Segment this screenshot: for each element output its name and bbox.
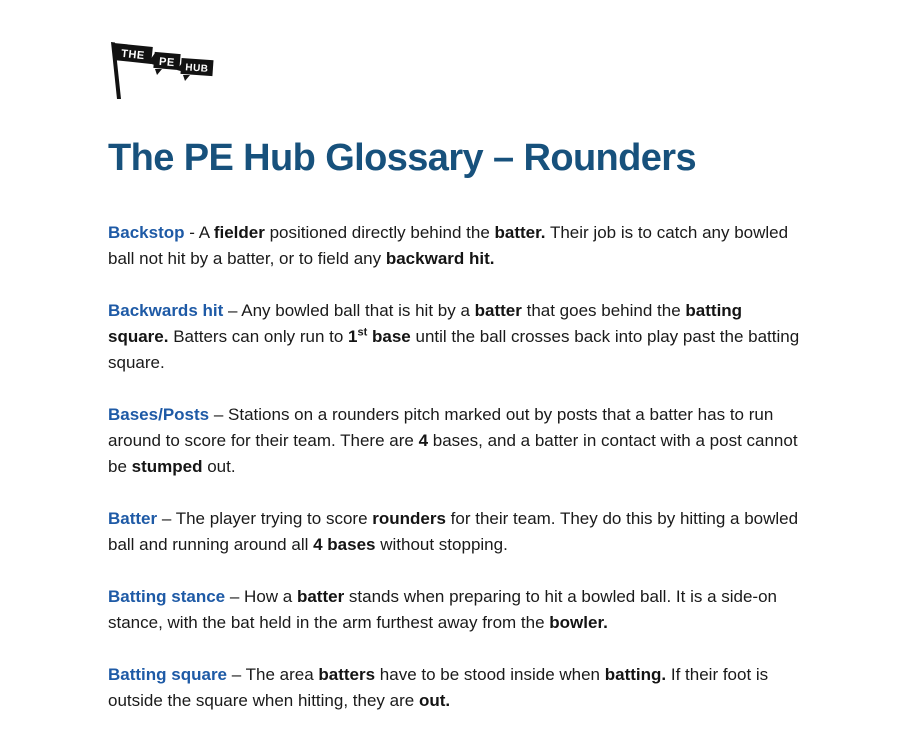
glossary-text: - A — [184, 223, 214, 242]
glossary-text: stands when preparing to hit a bowled ball. It is a side-on stance, with the bat held in the arm furthest away from the — [108, 587, 777, 632]
glossary-text: positioned directly behind the — [264, 223, 495, 242]
glossary-term: Batter — [108, 509, 158, 528]
logo-word-hub: HUB — [184, 62, 209, 75]
glossary-text: Their job is to catch any bowled ball not hit by a batter, or to field any — [108, 223, 789, 268]
glossary-entry — [108, 662, 800, 714]
glossary-term: Batting square — [108, 665, 228, 684]
glossary-entry — [108, 506, 800, 558]
glossary-text: base — [367, 327, 411, 346]
glossary-text: Batters can only run to — [168, 327, 349, 346]
glossary-text: – Stations on a rounders pitch marked out by posts that a batter has to run around to score for their team. There are — [108, 405, 774, 450]
glossary-text: If their foot is outside the square when hitting, they are — [108, 665, 769, 710]
glossary-text: have to be stood inside when — [375, 665, 605, 684]
glossary-text: out. — [418, 691, 451, 710]
page-title: The PE Hub Glossary – Rounders — [108, 137, 697, 179]
flag-banner-hub — [180, 58, 213, 76]
glossary-list — [108, 220, 800, 714]
glossary-text: rounders — [372, 509, 446, 528]
glossary-text: batter — [474, 301, 522, 320]
glossary-text: – The player trying to score — [157, 509, 373, 528]
glossary-text: stumped — [131, 457, 203, 476]
glossary-entry — [108, 402, 800, 480]
glossary-text: backward hit. — [385, 249, 495, 268]
document-content — [108, 136, 800, 740]
glossary-entry — [108, 298, 800, 376]
glossary-term: Batting stance — [108, 587, 226, 606]
glossary-entry — [108, 584, 800, 636]
logo-word-the: THE — [120, 47, 146, 63]
glossary-term: Bases/Posts — [108, 405, 210, 424]
glossary-term: Backwards hit — [108, 301, 224, 320]
glossary-text: 4 — [418, 431, 429, 450]
logo-word-pe: PE — [158, 55, 176, 70]
glossary-text: out. — [202, 457, 236, 476]
glossary-text: 4 bases — [313, 535, 376, 554]
glossary-text: – How a — [225, 587, 297, 606]
glossary-text: for their team. They do this by hitting a bowled ball and running around all — [108, 509, 799, 554]
glossary-text: batting square. — [108, 301, 743, 346]
glossary-text: until the ball crosses back into play past the batting square. — [108, 327, 800, 372]
glossary-text: batters — [318, 665, 376, 684]
flag-banner-the — [113, 43, 153, 64]
glossary-text: batter. — [494, 223, 546, 242]
flag-tail-pe — [155, 69, 162, 75]
glossary-text: that goes behind the — [521, 301, 686, 320]
glossary-text: bowler. — [549, 613, 608, 632]
glossary-text: – Any bowled ball that is hit by a — [223, 301, 475, 320]
glossary-text: – The area — [227, 665, 319, 684]
pe-hub-logo — [102, 40, 216, 102]
glossary-term: Backstop — [108, 223, 185, 242]
flag-tail-hub — [183, 75, 190, 81]
glossary-text: fielder — [213, 223, 265, 242]
glossary-text: 1 — [348, 327, 358, 346]
glossary-text: without stopping. — [375, 535, 508, 554]
glossary-text: bases, and a batter in contact with a post cannot be — [108, 431, 798, 476]
flag-banner-pe — [153, 52, 180, 70]
glossary-text: batting. — [604, 665, 667, 684]
glossary-entry — [108, 220, 800, 272]
glossary-text: st — [357, 326, 368, 339]
glossary-text: batter — [296, 587, 345, 606]
